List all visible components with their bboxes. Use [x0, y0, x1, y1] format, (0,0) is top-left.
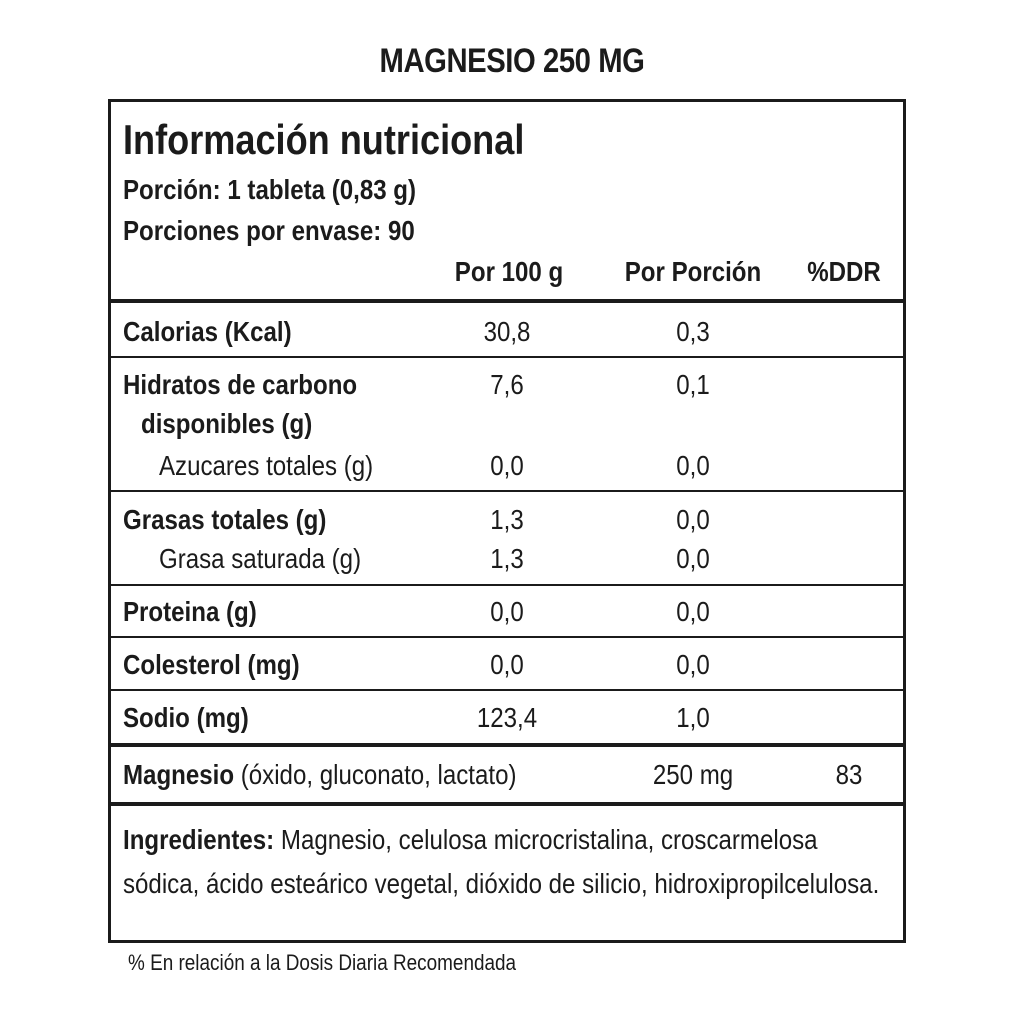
ingredients-text — [123, 818, 880, 906]
calorias-label: Calorias (Kcal) — [123, 316, 292, 347]
proteina-per-portion: 0,0 — [676, 596, 710, 627]
azucares-label: Azucares totales (g) — [159, 450, 374, 481]
azucares-per-100g: 0,0 — [490, 450, 524, 481]
hidratos-label-line1: Hidratos de carbono — [123, 369, 358, 400]
magnesio-label-forms: (óxido, gluconato, lactato) — [234, 759, 517, 790]
sodio-per-100g: 123,4 — [476, 702, 538, 733]
azucares-per-portion: 0,0 — [676, 450, 710, 481]
ingredients-list: Magnesio, celulosa microcristalina, croscarmelosa sódica, ácido esteárico vegetal, dióxido de silicio, hidroxipropilcelulosa. — [123, 824, 880, 899]
row-divider — [111, 689, 903, 691]
column-header-per-portion: Por Porción — [624, 256, 762, 287]
magnesio-label — [123, 759, 517, 791]
hidratos-label-line2: disponibles (g) — [141, 408, 313, 439]
magnesio-per-portion: 250 mg — [652, 759, 734, 790]
calorias-per-portion: 0,3 — [676, 316, 710, 347]
column-header-ddr: %DDR — [807, 256, 881, 287]
calorias-per-100g: 30,8 — [483, 316, 531, 347]
nutrition-facts-table — [108, 99, 906, 943]
proteina-label: Proteina (g) — [123, 596, 257, 627]
grasa-saturada-per-portion: 0,0 — [676, 543, 710, 574]
header-divider — [111, 299, 903, 303]
ingredients-label: Ingredientes: — [123, 824, 275, 855]
hidratos-per-100g: 7,6 — [490, 369, 524, 400]
colesterol-per-100g: 0,0 — [490, 649, 524, 680]
grasas-per-100g: 1,3 — [490, 504, 524, 535]
colesterol-per-portion: 0,0 — [676, 649, 710, 680]
magnesio-label-bold: Magnesio — [123, 759, 235, 790]
row-divider — [111, 490, 903, 492]
grasas-label: Grasas totales (g) — [123, 504, 327, 535]
portions-per-package: Porciones por envase: 90 — [123, 215, 415, 246]
table-title: Información nutricional — [123, 116, 525, 163]
row-divider — [111, 584, 903, 586]
product-title: MAGNESIO 250 MG — [379, 42, 645, 80]
section-divider — [111, 802, 903, 806]
row-divider — [111, 356, 903, 358]
column-header-per-100g: Por 100 g — [454, 256, 564, 287]
hidratos-per-portion: 0,1 — [676, 369, 710, 400]
footnote: % En relación a la Dosis Diaria Recomendada — [128, 950, 517, 975]
sodio-per-portion: 1,0 — [676, 702, 710, 733]
section-divider — [111, 743, 903, 747]
row-divider — [111, 636, 903, 638]
proteina-per-100g: 0,0 — [490, 596, 524, 627]
sodio-label: Sodio (mg) — [123, 702, 249, 733]
magnesio-ddr: 83 — [835, 759, 863, 790]
grasas-per-portion: 0,0 — [676, 504, 710, 535]
colesterol-label: Colesterol (mg) — [123, 649, 300, 680]
grasa-saturada-label: Grasa saturada (g) — [159, 543, 362, 574]
grasa-saturada-per-100g: 1,3 — [490, 543, 524, 574]
portion-size: Porción: 1 tableta (0,83 g) — [123, 174, 417, 205]
